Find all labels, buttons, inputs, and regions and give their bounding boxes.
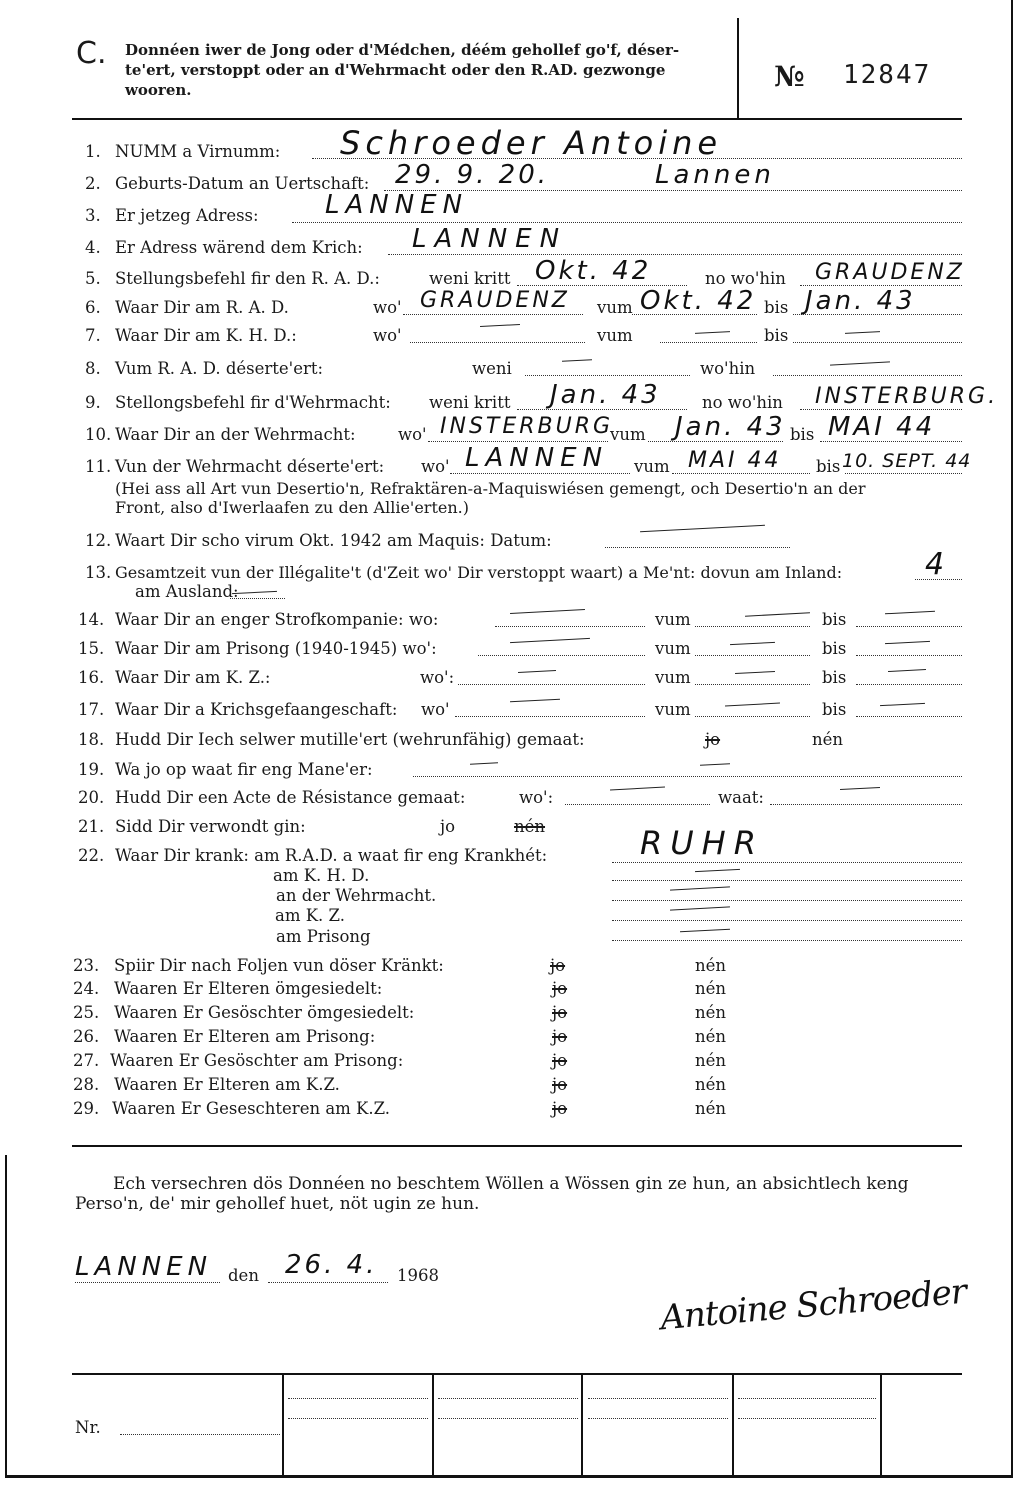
label-strofkompanie: Waar Dir an enger Strofkompanie: wo:	[115, 610, 439, 629]
field-line	[388, 254, 962, 255]
label-bis: bis	[822, 700, 847, 719]
blank-dash	[735, 671, 775, 674]
value-name: Schroeder Antoine	[340, 124, 723, 162]
label-sick: Waar Dir krank: am R.A.D. a waat fir eng Krankhét:	[115, 846, 548, 865]
row-number: 16.	[78, 668, 105, 687]
footer-nr-label: Nr.	[75, 1418, 101, 1437]
blank-dash	[640, 525, 765, 533]
value-wehrmacht-from: Jan. 43	[675, 412, 786, 442]
value-war-address: LANNEN	[412, 224, 568, 254]
label-bis: bis	[822, 639, 847, 658]
label-wehrmacht: Waar Dir an der Wehrmacht:	[115, 425, 356, 444]
blank-dash	[510, 699, 560, 703]
value-birth-place: Lannen	[655, 160, 775, 190]
label-wo: wo'	[421, 457, 450, 476]
label-when: weni kritt	[429, 269, 511, 288]
row-number: 20.	[78, 788, 105, 807]
field-line	[612, 880, 962, 881]
value-current-address: LANNEN	[325, 190, 469, 220]
field-line	[738, 1398, 876, 1399]
value-inland-months: 4	[925, 547, 948, 582]
field-line	[915, 579, 962, 580]
label-den: den	[228, 1266, 259, 1285]
label-siblings-resettled: Waaren Er Gesöschter ömgesiedelt:	[114, 1003, 415, 1022]
label-name: NUMM a Virnumm:	[115, 142, 281, 161]
blank-dash	[840, 787, 880, 790]
label-prison: Waar Dir am Prisong (1940-1945) wo':	[115, 639, 437, 658]
blank-dash	[480, 324, 520, 327]
row-number: 5.	[85, 269, 101, 288]
field-line	[612, 920, 962, 921]
row-number: 24.	[73, 979, 100, 998]
label-consequences: Spiir Dir nach Foljen vun döser Kränkt:	[114, 956, 444, 975]
label-parents-kz: Waaren Er Elteren am K.Z.	[114, 1075, 340, 1094]
blank-dash	[880, 703, 925, 706]
header-title-line3: wooren.	[125, 81, 192, 99]
label-self-mutilation: Hudd Dir Iech selwer mutille'ert (wehrunfähig) gemaat:	[115, 730, 585, 749]
label-vum: vum	[655, 700, 691, 719]
header-divider	[737, 18, 739, 118]
field-line	[410, 342, 585, 343]
label-rad: Waar Dir am R. A. D.	[115, 298, 289, 317]
field-line	[565, 804, 710, 805]
field-line	[612, 940, 962, 941]
field-line	[793, 342, 962, 343]
declaration-line1: Ech versechren dös Donnéen no beschtem Wöllen a Wössen gin ze hun, an absichtlech keng	[113, 1174, 909, 1194]
field-line	[773, 375, 962, 376]
field-line	[770, 804, 962, 805]
section-letter: C.	[76, 36, 107, 71]
value-rad-order-where: GRAUDENZ	[815, 260, 965, 285]
row-number: 26.	[73, 1027, 100, 1046]
signature-date: 26. 4.	[285, 1250, 378, 1280]
label-bis: bis	[764, 326, 789, 345]
label-wehrmacht-order: Stellongsbefehl fir d'Wehrmacht:	[115, 393, 391, 412]
field-line	[856, 626, 962, 627]
value-rad-from: Okt. 42	[640, 286, 757, 316]
label-illegality: Gesamtzeit vun der Illégalite't (d'Zeit wo' Dir verstoppt waart) a Me'nt: dovun am Inland:	[115, 563, 843, 582]
field-line	[450, 473, 630, 474]
field-line	[856, 684, 962, 685]
blank-dash	[670, 906, 730, 910]
label-birth: Geburts-Datum an Uertschaft:	[115, 174, 370, 193]
footer-col-1	[282, 1375, 284, 1475]
frame-right	[1011, 0, 1013, 1477]
label-vum: vum	[655, 639, 691, 658]
row-number: 29.	[73, 1099, 100, 1118]
label-pow: Waar Dir a Krichsgefaangeschaft:	[115, 700, 398, 719]
value-birth-date: 29. 9. 20.	[395, 160, 550, 190]
row-number: 7.	[85, 326, 101, 345]
label-wo: wo'	[421, 700, 450, 719]
label-vum: vum	[597, 298, 633, 317]
value-wehrmacht-order-where: INSTERBURG.	[815, 384, 999, 409]
label-bis: bis	[822, 610, 847, 629]
field-line	[384, 190, 962, 191]
field-line	[525, 375, 690, 376]
label-siblings-prison: Waaren Er Gesöschter am Prisong:	[110, 1051, 404, 1070]
label-sick-wehrmacht: an der Wehrmacht.	[276, 886, 437, 905]
row-number: 28.	[73, 1075, 100, 1094]
footer-col-2	[432, 1375, 434, 1475]
row-number: 13.	[85, 563, 112, 582]
row-number: 4.	[85, 238, 101, 257]
field-line	[268, 1282, 388, 1283]
label-weni: weni	[472, 359, 512, 378]
field-line	[660, 342, 757, 343]
label-resistance: Hudd Dir een Acte de Résistance gemaat:	[115, 788, 466, 807]
frame-bottom	[5, 1475, 1013, 1478]
frame-left	[5, 1155, 7, 1477]
option-jo-struck: jo	[552, 1051, 568, 1070]
label-current-address: Er jetzeg Adress:	[115, 206, 259, 225]
value-rad-where: GRAUDENZ	[420, 288, 570, 313]
field-line	[588, 1418, 728, 1419]
field-line	[438, 1398, 578, 1399]
label-bis: bis	[790, 425, 815, 444]
blank-dash	[695, 331, 730, 334]
field-line	[75, 1282, 220, 1283]
label-sick-kz: am K. Z.	[275, 906, 345, 925]
field-line	[612, 862, 962, 863]
label-wounded: Sidd Dir verwondt gin:	[115, 817, 306, 836]
field-line	[120, 1434, 280, 1435]
blank-dash	[610, 787, 665, 791]
label-waat: waat:	[718, 788, 764, 807]
field-line	[288, 1398, 428, 1399]
label-where: no wo'hin	[702, 393, 783, 412]
option-jo-struck: jo	[552, 1099, 568, 1118]
blank-dash	[470, 762, 498, 764]
label-vum: vum	[634, 457, 670, 476]
note-line1: (Hei ass all Art vun Desertio'n, Refraktären-a-Maquiswiésen gemengt, och Desertio'n an der	[115, 479, 866, 498]
value-rad-to: Jan. 43	[805, 286, 916, 316]
field-line	[695, 626, 810, 627]
row-number: 25.	[73, 1003, 100, 1022]
field-line	[230, 598, 285, 599]
footer-col-5	[880, 1375, 882, 1475]
option-nen: nén	[695, 1003, 727, 1022]
label-siblings-kz: Waaren Er Geseschteren am K.Z.	[112, 1099, 391, 1118]
field-line	[413, 776, 962, 777]
value-rad-order-when: Okt. 42	[535, 256, 652, 286]
label-parents-resettled: Waaren Er Elteren ömgesiedelt:	[114, 979, 383, 998]
signature-place: LANNEN	[75, 1252, 213, 1282]
blank-dash	[730, 642, 775, 645]
option-jo: jo	[440, 817, 456, 836]
option-jo-struck: jo	[705, 730, 721, 749]
row-number: 3.	[85, 206, 101, 225]
option-nen: nén	[695, 979, 727, 998]
blank-dash	[700, 763, 730, 766]
option-nen: nén	[812, 730, 844, 749]
field-line	[458, 684, 645, 685]
row-number: 22.	[78, 846, 105, 865]
row-number: 19.	[78, 760, 105, 779]
option-jo-struck: jo	[552, 1075, 568, 1094]
label-sick-khd: am K. H. D.	[273, 866, 370, 885]
field-line	[588, 1398, 728, 1399]
row-number: 8.	[85, 359, 101, 378]
label-kz: Waar Dir am K. Z.:	[115, 668, 271, 687]
declaration-line2: Perso'n, de' mir gehollef huet, nöt ugin ze hun.	[75, 1194, 480, 1214]
field-line	[695, 684, 810, 685]
header-rule	[72, 118, 962, 120]
option-nen: nén	[695, 1099, 727, 1118]
label-bis: bis	[764, 298, 789, 317]
field-line	[856, 716, 962, 717]
label-vum: vum	[597, 326, 633, 345]
number-sign: №	[774, 60, 805, 93]
label-rad-order: Stellungsbefehl fir den R. A. D.:	[115, 269, 380, 288]
row-number: 11.	[85, 457, 112, 476]
label-vum: vum	[655, 610, 691, 629]
blank-dash	[885, 641, 930, 644]
blank-dash	[232, 591, 277, 594]
option-nen: nén	[695, 956, 727, 975]
label-abroad: am Ausland:	[135, 582, 239, 601]
field-line	[738, 1418, 876, 1419]
row-number: 14.	[78, 610, 105, 629]
label-vum: vum	[655, 668, 691, 687]
field-line	[288, 1418, 428, 1419]
note-line2: Front, also d'Iwerlaafen zu den Allie'erten.)	[115, 498, 469, 517]
row-number: 2.	[85, 174, 101, 193]
option-jo-struck: jo	[552, 979, 568, 998]
label-wohin: wo'hin	[700, 359, 756, 378]
field-line	[455, 716, 645, 717]
row-number: 15.	[78, 639, 105, 658]
label-bis: bis	[822, 668, 847, 687]
label-wo: wo'	[373, 298, 402, 317]
footer-rule-top	[72, 1373, 962, 1375]
label-wehrmacht-desertion: Vun der Wehrmacht déserte'ert:	[115, 457, 385, 476]
option-nen: nén	[695, 1051, 727, 1070]
row-number: 17.	[78, 700, 105, 719]
value-desertion-from: MAI 44	[688, 448, 782, 473]
row-number: 18.	[78, 730, 105, 749]
label-wo: wo':	[420, 668, 455, 687]
blank-dash	[830, 361, 890, 365]
signature: Antoine Schroeder	[658, 1271, 968, 1339]
blank-dash	[510, 638, 590, 643]
field-line	[495, 626, 645, 627]
field-line	[856, 655, 962, 656]
blank-dash	[725, 703, 780, 707]
blank-dash	[518, 670, 556, 673]
label-khd: Waar Dir am K. H. D.:	[115, 326, 297, 345]
blank-dash	[670, 886, 730, 890]
field-line	[292, 222, 962, 223]
label-sick-prison: am Prisong	[276, 927, 371, 946]
label-wo: wo':	[519, 788, 554, 807]
blank-dash	[888, 669, 926, 672]
row-number: 1.	[85, 142, 101, 161]
label-manner: Wa jo op waat fir eng Mane'er:	[115, 760, 373, 779]
option-nen: nén	[695, 1075, 727, 1094]
field-line	[478, 655, 645, 656]
label-when: weni kritt	[429, 393, 511, 412]
value-wehrmacht-to: MAI 44	[828, 412, 936, 442]
value-wehrmacht-order-when: Jan. 43	[550, 380, 661, 410]
label-wo: wo'	[398, 425, 427, 444]
header-title-line1: Donnéen iwer de Jong oder d'Médchen, déém gehollef go'f, déser-	[125, 41, 680, 59]
label-bis: bis	[816, 457, 841, 476]
option-jo-struck: jo	[552, 1027, 568, 1046]
blank-dash	[680, 929, 730, 933]
blank-dash	[695, 869, 740, 872]
footer-col-3	[581, 1375, 583, 1475]
section-rule	[72, 1145, 962, 1147]
header-title-line2: te'ert, verstoppt oder an d'Wehrmacht oder den R.AD. gezwonge	[125, 61, 666, 79]
row-number: 12.	[85, 531, 112, 550]
blank-dash	[845, 331, 880, 334]
field-line	[438, 1418, 578, 1419]
option-nen: nén	[695, 1027, 727, 1046]
row-number: 9.	[85, 393, 101, 412]
footer-col-4	[732, 1375, 734, 1475]
label-parents-prison: Waaren Er Elteren am Prisong:	[114, 1027, 376, 1046]
field-line	[612, 900, 962, 901]
signature-year: 1968	[397, 1266, 439, 1285]
option-nen-struck: nén	[514, 817, 546, 836]
form-number: 12847	[843, 60, 932, 90]
value-desertion-to: 10. SEPT. 44	[842, 450, 972, 472]
value-sickness: RUHR	[640, 824, 764, 862]
row-number: 27.	[73, 1051, 100, 1070]
blank-dash	[745, 612, 810, 616]
label-wo: wo'	[373, 326, 402, 345]
row-number: 21.	[78, 817, 105, 836]
label-maquis-before: Waart Dir scho virum Okt. 1942 am Maquis: Datum:	[115, 531, 552, 550]
row-number: 6.	[85, 298, 101, 317]
field-line	[695, 716, 810, 717]
label-where: no wo'hin	[705, 269, 786, 288]
blank-dash	[510, 609, 585, 614]
label-rad-desertion: Vum R. A. D. déserte'ert:	[115, 359, 324, 378]
field-line	[605, 547, 790, 548]
row-number: 23.	[73, 956, 100, 975]
value-wehrmacht-where: INSTERBURG	[440, 414, 614, 439]
blank-dash	[562, 359, 592, 362]
row-number: 10.	[85, 425, 112, 444]
label-war-address: Er Adress wärend dem Krich:	[115, 238, 363, 257]
option-jo-struck: jo	[552, 1003, 568, 1022]
label-vum: vum	[610, 425, 646, 444]
blank-dash	[885, 611, 935, 615]
option-jo-struck: jo	[550, 956, 566, 975]
value-desertion-where: LANNEN	[465, 443, 609, 473]
field-line	[695, 655, 810, 656]
